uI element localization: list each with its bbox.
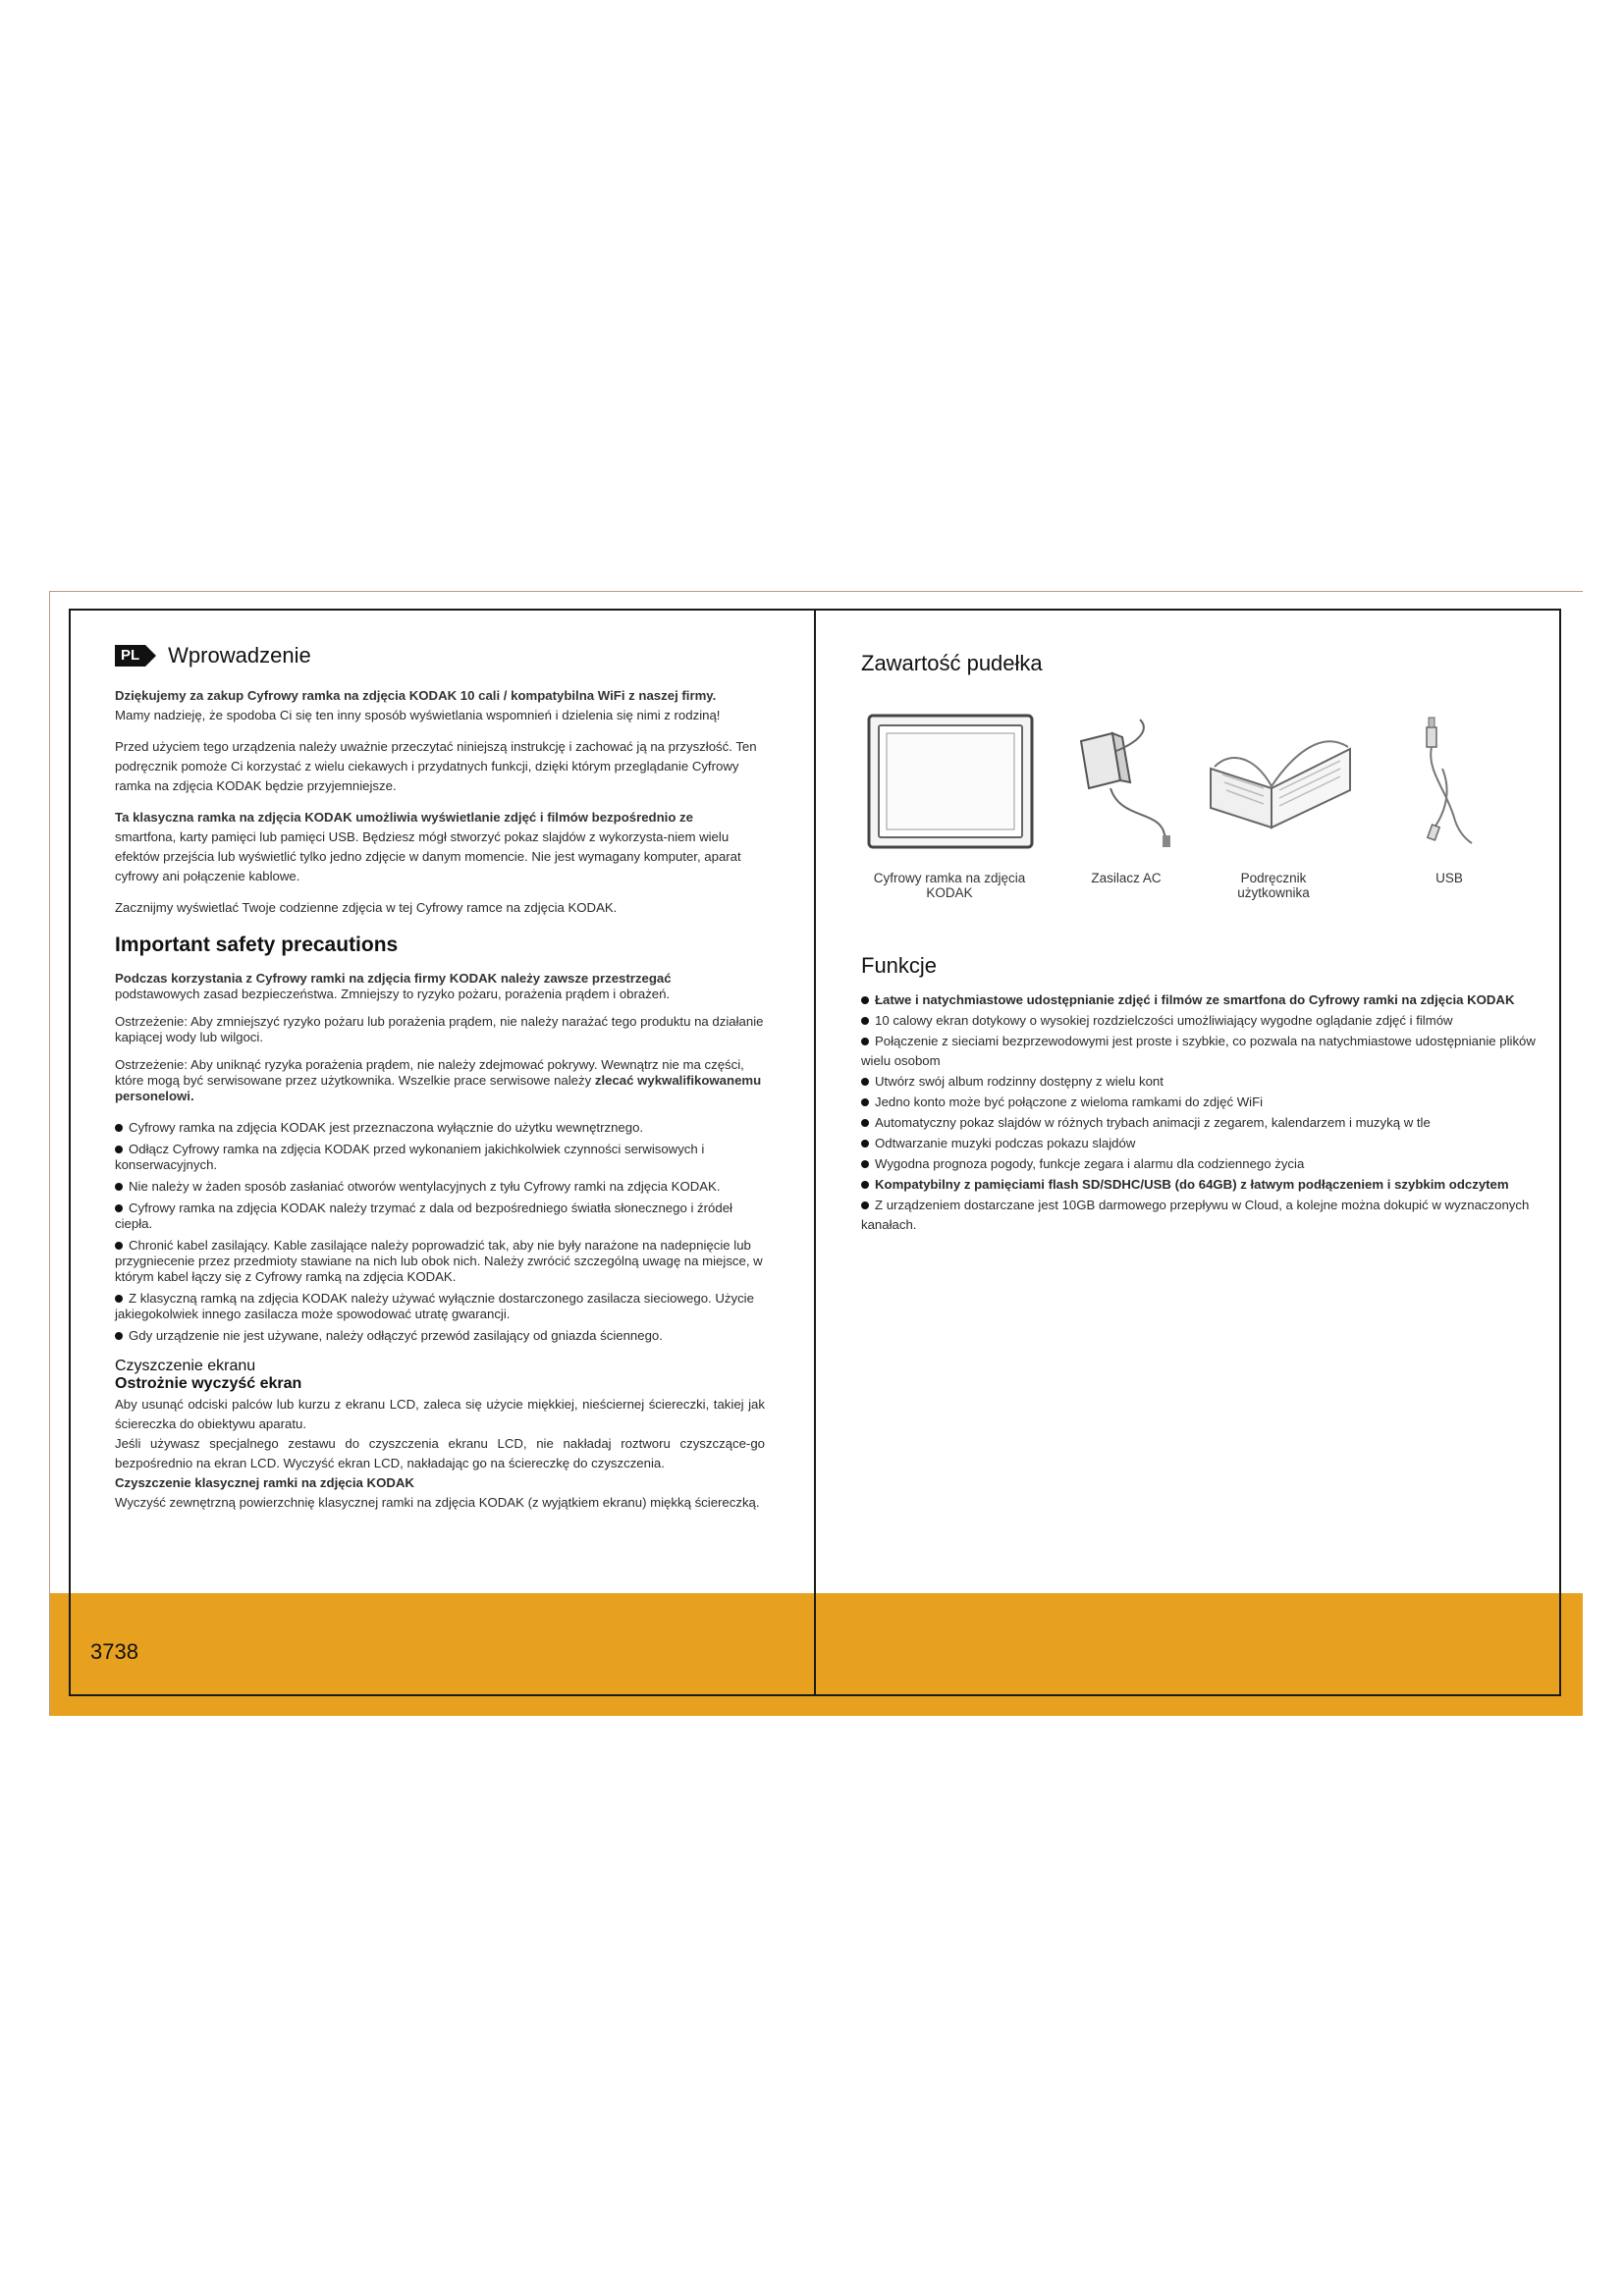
left-page [115, 643, 765, 1513]
frame-cleaning-title: Czyszczenie klasycznej ramki na zdjęcia KODAK [115, 1475, 414, 1490]
safety-title: Important safety precautions [115, 934, 399, 956]
safety-paragraph-2: Ostrzeżenie: Aby zmniejszyć ryzyko pożaru lub porażenia prądem, nie należy narażać tego produktu na działanie kapiącej wody lub wilgoci. [115, 1014, 764, 1044]
bullet-icon [115, 1124, 123, 1132]
safety-list [115, 1120, 765, 1344]
feature-item: Wygodna prognoza pogody, funkcje zegara i alarmu dla codziennego życia [861, 1154, 1539, 1174]
safety-p3-a: Ostrzeżenie: Aby uniknąć ryzyka porażenia prądem, nie należy zdejmować pokrywy. Wewnątrz nie ma części, które mogą być serwisowane przez użytkownika. Wszelkie prace serwisowe należy [115, 1057, 744, 1088]
right-page [861, 643, 1539, 1236]
page-divider [814, 609, 816, 1696]
intro-title: Wprowadzenie [168, 643, 311, 667]
bullet-icon [115, 1332, 123, 1340]
safety-paragraph-3 [115, 1057, 765, 1104]
box-item-label: Podręcznik użytkownika [1237, 871, 1310, 900]
feature-item: Automatyczny pokaz slajdów w różnych trybach animacji z zegarem, kalendarzem i muzyką w tle [861, 1113, 1539, 1133]
list-item: Cyfrowy ramka na zdjęcia KODAK należy trzymać z dala od bezpośredniego światła słonecznego i źródeł ciepła. [115, 1201, 732, 1231]
bullet-icon [861, 996, 869, 1004]
intro-heading [115, 643, 765, 668]
box-item [1071, 712, 1179, 854]
bullet-icon [861, 1181, 869, 1189]
intro-p3-rest: smartfona, karty pamięci lub pamięci USB. Będziesz mógł stworzyć pokaz slajdów z wykorzysta-niem wielu efektów przejścia lub wyświetlić tylko jedno zdjęcie w danym momencie. Nie jest wymagany komputer, aparat cyfrowy ani połączenie kablowe. [115, 829, 741, 883]
bullet-icon [861, 1098, 869, 1106]
manual-icon [1203, 710, 1360, 837]
box-item-label: Cyfrowy ramka na zdjęcia KODAK [873, 871, 1026, 900]
intro-paragraph-4: Zacznijmy wyświetlać Twoje codzienne zdjęcia w tej Cyfrowy ramce na zdjęcia KODAK. [115, 900, 618, 915]
frame-cleaning-paragraph: Wyczyść zewnętrzną powierzchnię klasycznej ramki na zdjęcia KODAK (z wyjątkiem ekranu) miękką ściereczką. [115, 1495, 760, 1510]
feature-item: Odtwarzanie muzyki podczas pokazu slajdów [861, 1134, 1539, 1153]
bullet-icon [115, 1295, 123, 1303]
bullet-icon [115, 1204, 123, 1212]
language-badge [115, 645, 156, 667]
intro-paragraph-3 [115, 808, 765, 886]
intro-paragraph-1 [115, 686, 765, 725]
safety-p1-lead: Podczas korzystania z Cyfrowy ramki na zdjęcia firmy KODAK należy zawsze przestrzegać [115, 971, 672, 986]
safety-paragraph-1 [115, 971, 765, 1002]
list-item: Cyfrowy ramka na zdjęcia KODAK jest przeznaczona wyłącznie do użytku wewnętrznego. [115, 1120, 765, 1136]
page-number: 3738 [90, 1639, 138, 1664]
box-contents [861, 702, 1539, 898]
safety-p1-rest: podstawowych zasad bezpieczeństwa. Zmniejszy to ryzyko pożaru, porażenia prądem i obrażeń. [115, 987, 671, 1001]
feature-item: Łatwe i natychmiastowe udostępnianie zdjęć i filmów ze smartfona do Cyfrowy ramki na zdjęcia KODAK [861, 990, 1539, 1010]
bullet-icon [861, 1017, 869, 1025]
bullet-icon [861, 1160, 869, 1168]
ac-adapter-icon [1071, 712, 1179, 849]
intro-paragraph-2: Przed użyciem tego urządzenia należy uważnie przeczytać niniejszą instrukcję i zachować ją na przyszłość. Ten podręcznik pomoże Ci korzystać z wielu ciekawych i przydatnych funkcji, dzięki którym przeglądanie Cyfrowy ramka na zdjęcia KODAK będzie przyjemniejsze. [115, 739, 757, 793]
bullet-icon [115, 1146, 123, 1153]
list-item: Z klasyczną ramką na zdjęcia KODAK należy używać wyłącznie dostarczonego zasilacza sieciowego. Użycie jakiegokolwiek innego zasilacza może spowodować utratę gwarancji. [115, 1291, 754, 1321]
list-item: Chronić kabel zasilający. Kable zasilające należy poprowadzić tak, aby nie były narażone na nadepnięcie lub przygniecenie przez przedmioty stawiane na nich lub obok nich. Należy zwrócić szczególną uwagę na miejsce, w którym kabel łączy się z Cyfrowy ramką na zdjęcia KODAK. [115, 1238, 763, 1284]
cleaning-title: Czyszczenie ekranu [115, 1358, 256, 1374]
list-item: Odłącz Cyfrowy ramka na zdjęcia KODAK przed wykonaniem jakichkolwiek czynności serwisowych i konserwacyjnych. [115, 1142, 705, 1172]
feature-item: Kompatybilny z pamięciami flash SD/SDHC/USB (do 64GB) z łatwym podłączeniem i szybkim odczytem [861, 1175, 1539, 1195]
top-rule [49, 591, 1583, 592]
bullet-icon [115, 1183, 123, 1191]
box-item [1407, 712, 1495, 854]
bullet-icon [861, 1078, 869, 1086]
features-list [861, 990, 1539, 1235]
left-rule [49, 591, 50, 1716]
usb-cable-icon [1407, 712, 1495, 849]
list-item: Nie należy w żaden sposób zasłaniać otworów wentylacyjnych z tyłu Cyfrowy ramki na zdjęcia KODAK. [115, 1179, 765, 1195]
bullet-icon [861, 1038, 869, 1045]
feature-item: 10 calowy ekran dotykowy o wysokiej rozdzielczości umożliwiający wygodne oglądanie zdjęć i filmów [861, 1011, 1539, 1031]
photo-frame-icon [867, 714, 1034, 849]
intro-p1-rest: Mamy nadzieję, że spodoba Ci się ten inny sposób wyświetlania wspomnień i dzielenia się nimi z rodziną! [115, 708, 721, 722]
box-contents-title: Zawartość pudełka [861, 651, 1043, 675]
language-badge-label: PL [115, 645, 145, 667]
cleaning-paragraph-1: Aby usunąć odciski palców lub kurzu z ekranu LCD, zaleca się użycie miękkiej, nieściernej ściereczki, takiej jak ściereczka do obiektywu aparatu. [115, 1397, 765, 1431]
bullet-icon [115, 1242, 123, 1250]
feature-item: Z urządzeniem dostarczane jest 10GB darmowego przepływu w Cloud, a kolejne można dokupić w wyznaczonych kanałach. [861, 1198, 1530, 1232]
cleaning-paragraph-2: Jeśli używasz specjalnego zestawu do czyszczenia ekranu LCD, nie nakładaj roztworu czyszczące-go bezpośrednio na ekran LCD. Wyczyść ekran LCD, nakładając go na ściereczkę do czyszczenia. [115, 1436, 765, 1470]
bullet-icon [861, 1140, 869, 1148]
safety-p3-b: zlecać wykwalifikowanemu personelowi. [115, 1073, 762, 1103]
intro-p3-lead: Ta klasyczna ramka na zdjęcia KODAK umożliwia wyświetlanie zdjęć i filmów bezpośrednio ze [115, 810, 693, 825]
bullet-icon [861, 1201, 869, 1209]
intro-p1-lead: Dziękujemy za zakup Cyfrowy ramka na zdjęcia KODAK 10 cali / kompatybilna WiFi z naszej firmy. [115, 688, 717, 703]
bullet-icon [861, 1119, 869, 1127]
box-item-label: USB [1435, 871, 1463, 885]
feature-item: Połączenie z sieciami bezprzewodowymi jest proste i szybkie, co pozwala na natychmiastowe udostępnianie plików wielu osobom [861, 1034, 1536, 1068]
feature-item: Jedno konto może być połączone z wieloma ramkami do zdjęć WiFi [861, 1093, 1539, 1112]
features-title: Funkcje [861, 953, 938, 978]
box-item-label: Zasilacz AC [1091, 871, 1162, 885]
feature-item: Utwórz swój album rodzinny dostępny z wielu kont [861, 1072, 1539, 1092]
list-item: Gdy urządzenie nie jest używane, należy odłączyć przewód zasilający od gniazda ściennego. [115, 1328, 765, 1344]
box-item [867, 714, 1034, 854]
box-item [1203, 710, 1360, 842]
arrow-icon [145, 645, 156, 667]
cleaning-subtitle: Ostrożnie wyczyść ekran [115, 1375, 302, 1392]
